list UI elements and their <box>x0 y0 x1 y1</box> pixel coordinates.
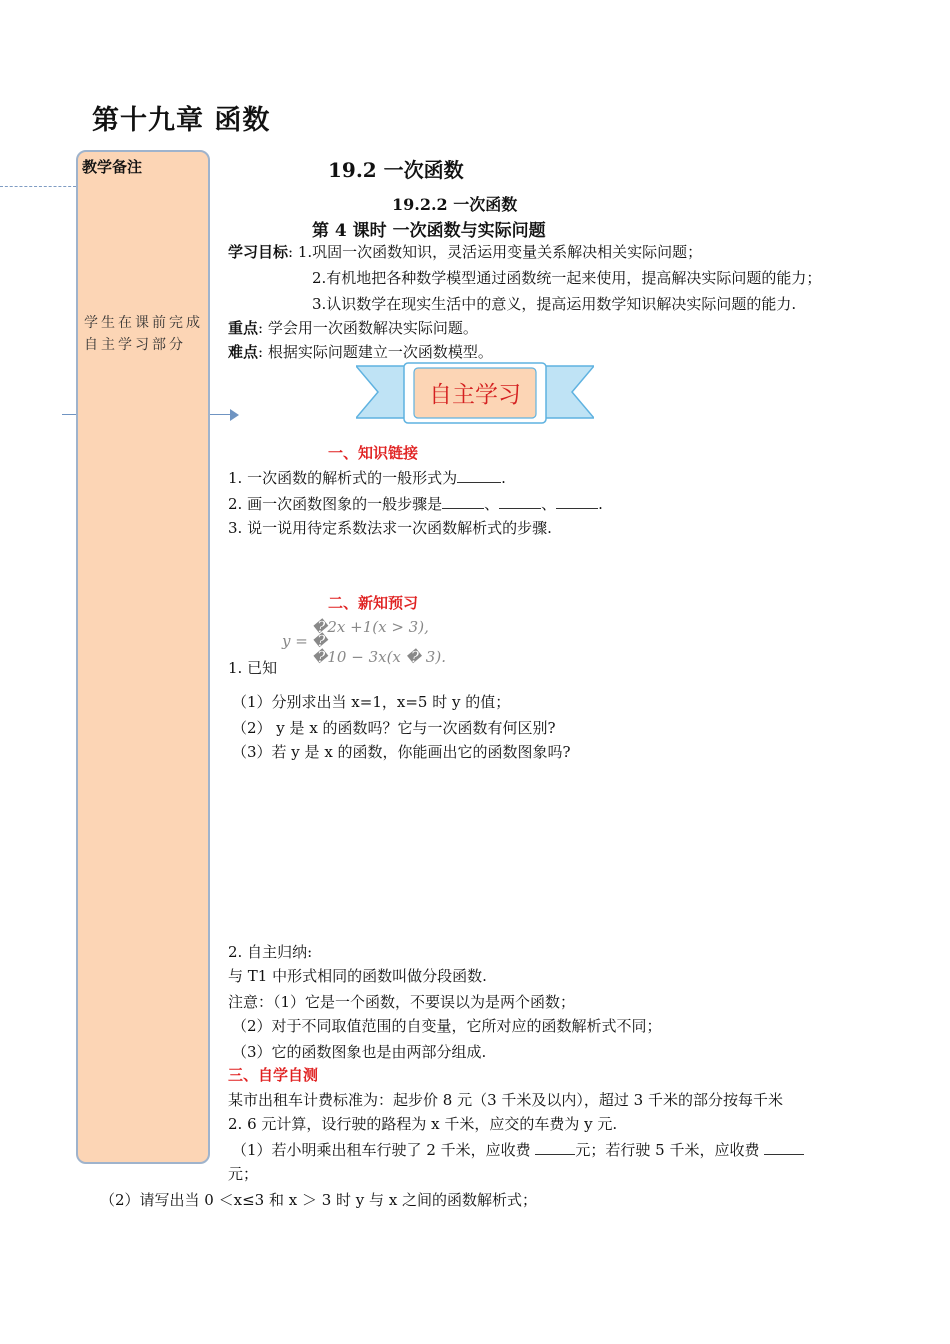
part3-heading: 三、自学自测 <box>228 1066 319 1084</box>
part3-line-5: （2）请写出当 0 ＜x≤3 和 x ＞ 3 时 y 与 x 之间的函数解析式； <box>100 1191 538 1209</box>
objective-2: 2.有机地把各种数学模型通过函数统一起来使用，提高解决实际问题的能力； <box>312 269 822 287</box>
formula-brace: � <box>312 632 328 650</box>
question-1-intro: 1. 已知 <box>228 659 278 677</box>
answer-blank[interactable] <box>457 468 501 483</box>
part3-line-1: 某市出租车计费标准为：起步价 8 元（3 千米及以内），超过 3 千米的部分按每千米 <box>228 1091 783 1109</box>
part1-item-1: 1. 一次函数的解析式的一般形式为 . <box>228 469 506 487</box>
part1-heading: 一、知识链接 <box>328 444 419 462</box>
subsection-title: 19.2.2 一次函数 <box>392 195 518 214</box>
question-1-part-3: （3）若 y 是 x 的函数，你能画出它的函数图象吗? <box>232 743 571 761</box>
lesson-title: 第 4 课时 一次函数与实际问题 <box>312 221 546 241</box>
part3-line-3: （1）若小明乘出租车行驶了 2 千米，应收费 元；若行驶 5 千米，应收费 <box>232 1138 804 1162</box>
summary-line-1: 2. 自主归纳: <box>228 943 313 961</box>
objective-1: 学习目标: 1.巩固一次函数知识，灵活运用变量关系解决相关实际问题； <box>228 243 703 261</box>
part1-item-3: 3. 说一说用待定系数法求一次函数解析式的步骤. <box>228 519 552 537</box>
part2-heading: 二、新知预习 <box>328 594 419 612</box>
dotted-guide-line <box>0 186 76 187</box>
sidebar-note-line2: 自主学习部分 <box>84 337 186 353</box>
objectives-label: 学习目标 <box>228 243 289 261</box>
formula-case-2: �10 − 3x(x � 3). <box>312 648 446 666</box>
formula-lhs: y = <box>282 632 308 650</box>
formula-case-1: �2x +1(x > 3), <box>312 618 429 636</box>
answer-blank[interactable] <box>442 494 484 509</box>
question-1-part-1: （1）分别求出当 x=1，x=5 时 y 的值； <box>232 693 511 711</box>
summary-line-4: （2）对于不同取值范围的自变量，它所对应的函数解析式不同； <box>232 1017 662 1035</box>
arrow-right-icon <box>230 409 239 421</box>
summary-line-2: 与 T1 中形式相同的函数叫做分段函数. <box>228 967 487 985</box>
key-point: 重点: 学会用一次函数解决实际问题。 <box>228 319 478 337</box>
key-point-label: 重点 <box>228 319 259 337</box>
connector-line-left <box>62 414 76 415</box>
teaching-notes-sidebar <box>76 150 210 1164</box>
part3-line-2: 2. 6 元计算，设行驶的路程为 x 千米，应交的车费为 y 元. <box>228 1115 618 1133</box>
sidebar-title: 教学备注 <box>82 158 143 176</box>
difficulty-label: 难点 <box>228 343 259 361</box>
answer-blank[interactable] <box>499 494 541 509</box>
question-1-part-2: （2） y 是 x 的函数吗？它与一次函数有何区别? <box>232 719 556 737</box>
part1-item-2: 2. 画一次函数图象的一般步骤是 、 、 . <box>228 495 603 513</box>
answer-blank[interactable] <box>556 494 598 509</box>
sidebar-note-line1: 学生在课前完成 <box>84 315 203 331</box>
summary-line-3: 注意：（1）它是一个函数，不要误以为是两个函数； <box>228 993 576 1011</box>
connector-line-right <box>210 414 232 415</box>
objective-3: 3.认识数学在现实生活中的意义，提高运用数学知识解决实际问题的能力. <box>312 295 797 313</box>
sidebar-note <box>84 312 210 356</box>
part3-line-4: 元； <box>228 1165 259 1183</box>
summary-line-5: （3）它的函数图象也是由两部分组成. <box>232 1043 487 1061</box>
difficulty: 难点: 根据实际问题建立一次函数模型。 <box>228 343 493 361</box>
chapter-title: 第十九章 函数 <box>92 105 271 136</box>
section-title: 19.2 一次函数 <box>328 158 464 182</box>
answer-blank[interactable] <box>535 1140 575 1155</box>
banner-text: 自主学习 <box>429 382 521 408</box>
answer-blank[interactable] <box>764 1140 804 1155</box>
